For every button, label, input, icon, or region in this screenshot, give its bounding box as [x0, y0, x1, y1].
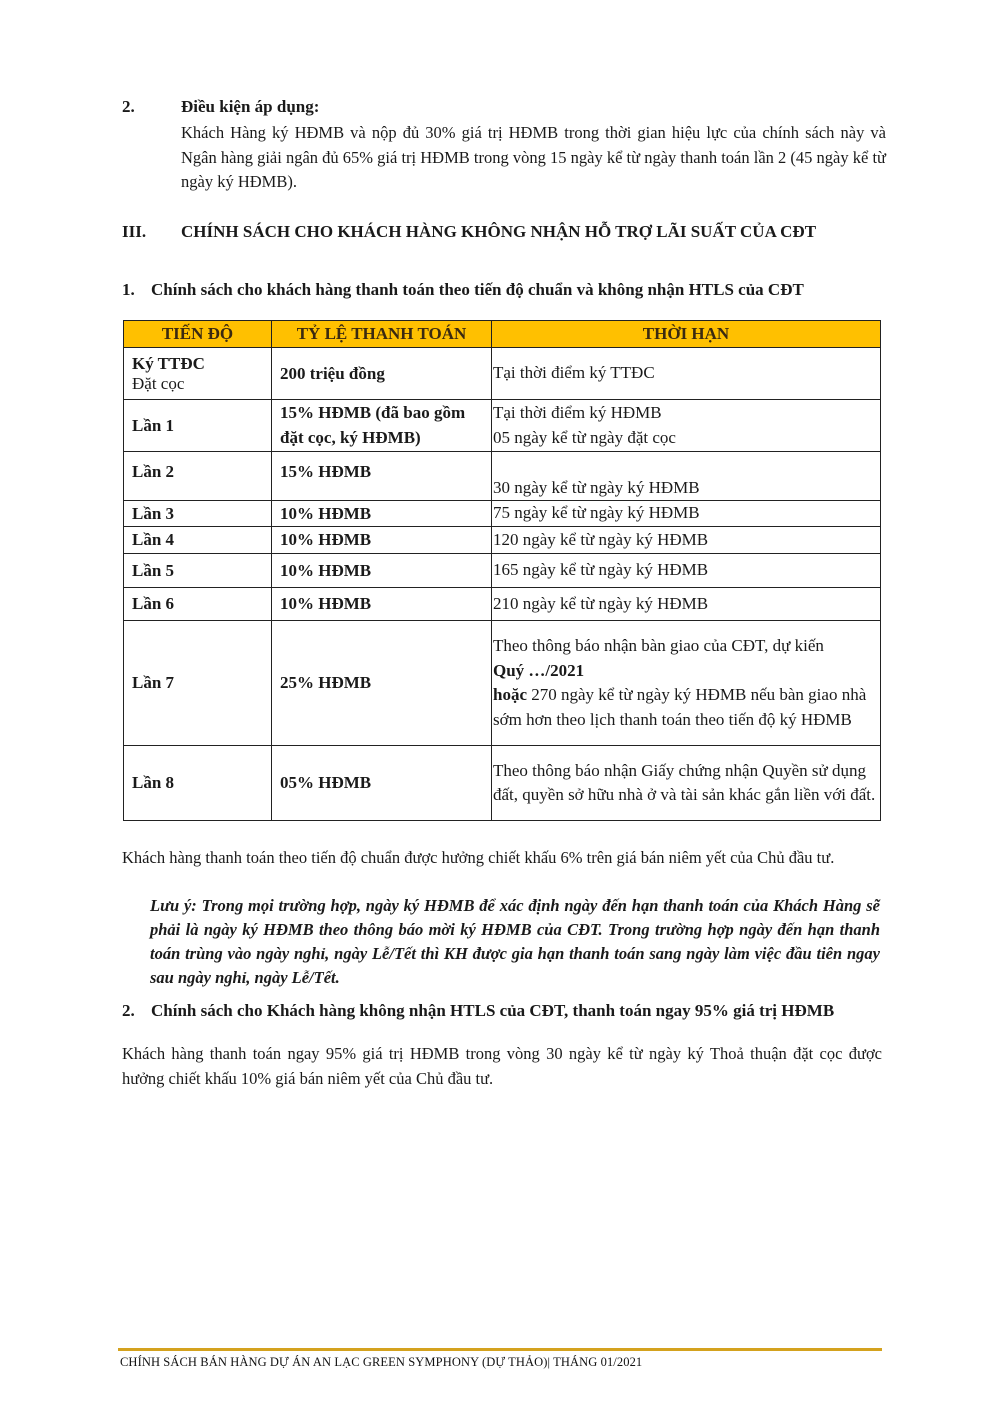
stage-cell: Lần 5: [124, 554, 272, 588]
section3-number: III.: [122, 222, 147, 241]
deadline-line: Tại thời điểm ký HĐMB: [493, 403, 662, 422]
table-row: [124, 554, 881, 588]
sub2-number: 2.: [122, 1001, 135, 1020]
rate-cell: 05% HĐMB: [272, 746, 492, 821]
sub1-title: Chính sách cho khách hàng thanh toán theo tiến độ chuẩn và không nhận HTLS của CĐT: [151, 280, 804, 299]
deadline-or: hoặc: [493, 685, 527, 704]
sub1-number: 1.: [122, 280, 135, 299]
table-header-row: [124, 321, 881, 348]
deadline-cell: [492, 621, 881, 746]
stage-cell: Lần 4: [124, 527, 272, 554]
table-row: [124, 400, 881, 452]
footer-divider: [118, 1348, 882, 1351]
discount-text: Khách hàng thanh toán theo tiến độ chuẩn được hưởng chiết khấu 6% trên giá bán niêm yết của Chủ đầu tư.: [122, 848, 835, 867]
deadline-cell: 30 ngày kể từ ngày ký HĐMB: [492, 452, 881, 501]
stage-cell: Lần 7: [124, 621, 272, 746]
deadline-cell: 75 ngày kể từ ngày ký HĐMB: [492, 501, 881, 527]
rate-cell: 10% HĐMB: [272, 588, 492, 621]
stage-cell: Lần 3: [124, 501, 272, 527]
header-deadline: THỜI HẠN: [492, 321, 881, 348]
footer-text: CHÍNH SÁCH BÁN HÀNG DỰ ÁN AN LẠC GREEN SYMPHONY (DỰ THẢO)| THÁNG 01/2021: [120, 1355, 643, 1369]
table-row: [124, 746, 881, 821]
deadline-cell: 165 ngày kể từ ngày ký HĐMB: [492, 554, 881, 588]
stage-cell: Lần 1: [124, 400, 272, 452]
conditions-body: Khách Hàng ký HĐMB và nộp đủ 30% giá trị HĐMB trong thời gian hiệu lực của chính sách này và Ngân hàng giải ngân đủ 65% giá trị HĐMB trong vòng 15 ngày kể từ ngày thanh toán lần 2 (45 ngày kể từ ngày ký HĐMB).: [181, 123, 886, 191]
deadline-cell: 210 ngày kể từ ngày ký HĐMB: [492, 588, 881, 621]
deadline-line: 05 ngày kể từ ngày đặt cọc: [493, 427, 676, 447]
stage-cell: Lần 8: [124, 746, 272, 821]
stage-sublabel: Đặt cọc: [132, 373, 185, 393]
deadline-line: Theo thông báo nhận bàn giao của CĐT, dự kiến: [493, 636, 824, 655]
header-stage: TIẾN ĐỘ: [124, 321, 272, 348]
rate-cell: 15% HĐMB: [272, 452, 492, 501]
table-row: [124, 348, 881, 400]
deadline-cell: 120 ngày kể từ ngày ký HĐMB: [492, 527, 881, 554]
conditions-title: Điều kiện áp dụng:: [181, 97, 320, 116]
rate-cell: 10% HĐMB: [272, 527, 492, 554]
stage-label: Ký TTĐC: [132, 353, 205, 373]
rate-cell: 10% HĐMB: [272, 554, 492, 588]
rate-cell: 200 triệu đồng: [272, 348, 492, 400]
note-text: Lưu ý: Trong mọi trường hợp, ngày ký HĐMB để xác định ngày đến hạn thanh toán của Khách Hàng sẽ phải là ngày ký HĐMB theo thông báo mời ký HĐMB của CĐT. Trong trường hợp ngày đến hạn thanh toán trùng vào ngày nghỉ, ngày Lễ/Tết thì KH được gia hạn thanh toán sang ngày làm việc đầu tiên ngay sau ngày nghỉ, ngày Lễ/Tết.: [150, 896, 880, 987]
rate-cell: 10% HĐMB: [272, 501, 492, 527]
table-row: [124, 588, 881, 621]
deadline-cell: Theo thông báo nhận Giấy chứng nhận Quyền sử dụng đất, quyền sở hữu nhà ở và tài sản khác gắn liền với đất.: [492, 746, 881, 821]
table-row: [124, 621, 881, 746]
deadline-rest: 270 ngày kể từ ngày ký HĐMB nếu bàn giao nhà sớm hơn theo lịch thanh toán theo tiến độ ký HĐMB: [493, 685, 867, 729]
sub2-title: Chính sách cho Khách hàng không nhận HTLS của CĐT, thanh toán ngay 95% giá trị HĐMB: [151, 1001, 835, 1020]
rate-cell: 15% HĐMB (đã bao gồm đặt cọc, ký HĐMB): [272, 400, 492, 452]
header-rate: TỶ LỆ THANH TOÁN: [272, 321, 492, 348]
table-row: [124, 452, 881, 501]
rate-cell: 25% HĐMB: [272, 621, 492, 746]
sub2-body: Khách hàng thanh toán ngay 95% giá trị HĐMB trong vòng 30 ngày kể từ ngày ký Thoả thuận đặt cọc được hưởng chiết khấu 10% giá bán niêm yết của Chủ đầu tư.: [122, 1044, 882, 1088]
payment-schedule-table: [123, 320, 881, 821]
stage-cell: [124, 348, 272, 400]
deadline-quarter: Quý …/2021: [493, 660, 585, 680]
table-row: [124, 527, 881, 554]
stage-cell: Lần 2: [124, 452, 272, 501]
stage-cell: Lần 6: [124, 588, 272, 621]
deadline-cell: [492, 400, 881, 452]
section3-title: CHÍNH SÁCH CHO KHÁCH HÀNG KHÔNG NHẬN HỖ TRỢ LÃI SUẤT CỦA CĐT: [181, 222, 817, 241]
conditions-number: 2.: [122, 97, 135, 116]
table-row: [124, 501, 881, 527]
deadline-cell: Tại thời điểm ký TTĐC: [492, 348, 881, 400]
